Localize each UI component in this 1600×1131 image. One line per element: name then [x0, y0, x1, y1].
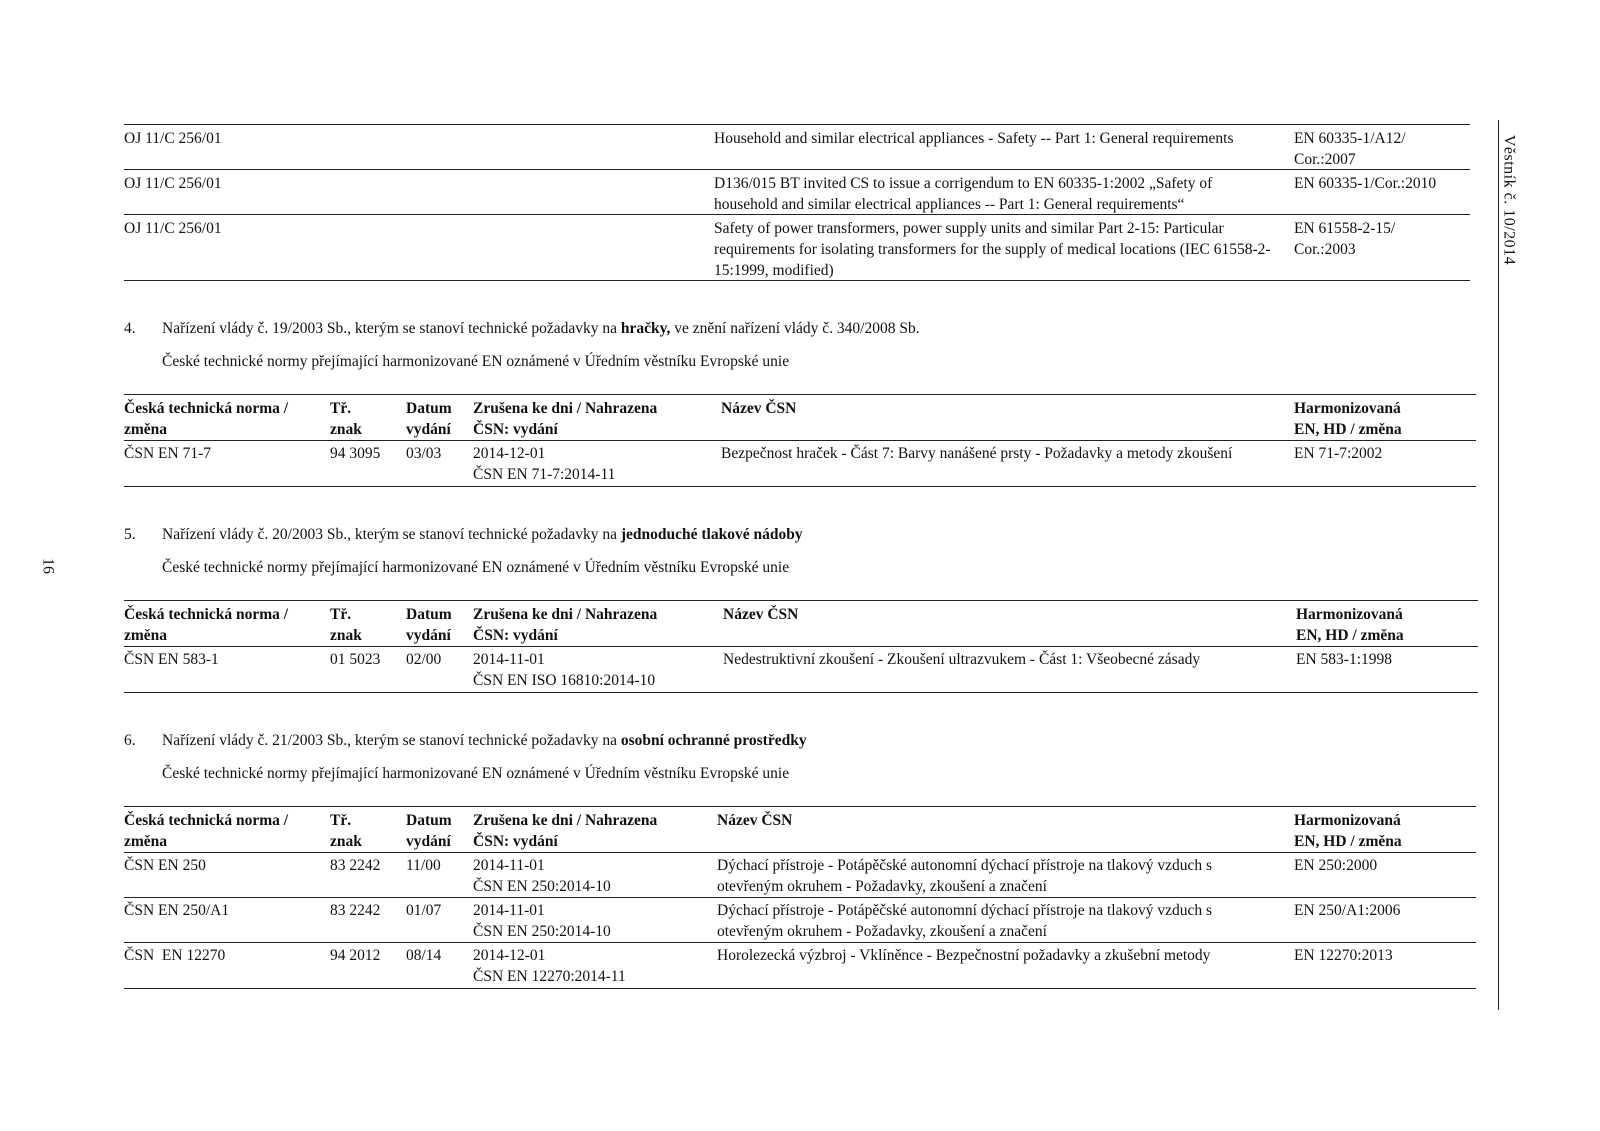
- s6-row-3-harm: EN 12270:2013: [1294, 947, 1393, 964]
- s5-row-1-norm: ČSN EN 583-1: [124, 651, 219, 668]
- s5-row-1-class: 01 5023: [330, 651, 381, 668]
- s6-row-3-norm: ČSN EN 12270: [124, 947, 226, 964]
- s6-row-3-class: 94 2012: [330, 947, 381, 964]
- col-header-name: Název ČSN: [723, 606, 799, 623]
- col-header-cancel: Zrušena ke dni / Nahrazena ČSN: vydání: [473, 400, 658, 438]
- col-header-class: Tř. znak: [330, 400, 362, 438]
- journal-title: Věstník č. 10/2014: [1500, 134, 1518, 266]
- col-header-harm: Harmonizovaná EN, HD / změna: [1294, 400, 1402, 438]
- s5-row-1-name: Nedestruktivní zkoušení - Zkoušení ultrazvukem - Část 1: Všeobecné zásady: [723, 651, 1201, 668]
- s4-row-1-date: 03/03: [406, 445, 442, 462]
- s6-row-1-norm: ČSN EN 250: [124, 857, 206, 874]
- section-5-heading: Nařízení vlády č. 20/2003 Sb., kterým se stanoví technické požadavky na jednoduché tlakové nádoby: [162, 526, 803, 543]
- section-5-subtitle: České technické normy přejímající harmonizované EN oznámené v Úředním věstníku Evropské unie: [162, 559, 790, 576]
- s6-row-1-date: 11/00: [406, 857, 441, 874]
- s5-row-1-cancel: 2014-11-01: [473, 651, 545, 668]
- section-5-number: 5.: [124, 526, 136, 543]
- section-4-heading: Nařízení vlády č. 19/2003 Sb., kterým se stanoví technické požadavky na hračky, ve znění nařízení vlády č. 340/2008 Sb.: [162, 320, 920, 337]
- col-header-norm: Česká technická norma / změna: [124, 606, 289, 644]
- top-row-3-std: EN 61558-2-15/ Cor.:2003: [1294, 220, 1396, 258]
- s4-row-1-name: Bezpečnost hraček - Část 7: Barvy nanášené prsty - Požadavky a metody zkoušení: [721, 445, 1233, 462]
- s6-row-3-cancel: 2014-12-01: [473, 947, 546, 964]
- s6-row-1-cancel: 2014-11-01: [473, 857, 545, 874]
- s6-row-3-date: 08/14: [406, 947, 442, 964]
- col-header-norm: Česká technická norma / změna: [124, 812, 289, 850]
- s6-row-2-replaced: ČSN EN 250:2014-10: [473, 923, 611, 940]
- s6-row-2-norm: ČSN EN 250/A1: [124, 902, 230, 919]
- col-header-norm: Česká technická norma / změna: [124, 400, 289, 438]
- margin-rule: [1498, 120, 1499, 1010]
- s6-row-1-class: 83 2242: [330, 857, 381, 874]
- col-header-date: Datum vydání: [406, 812, 452, 850]
- s6-row-2-name: Dýchací přístroje - Potápěčské autonomní dýchací přístroje na tlakový vzduch s otevřeným okruhem - Požadavky, zkoušení a značení: [717, 902, 1212, 940]
- s4-row-1-cancel: 2014-12-01: [473, 445, 546, 462]
- section-6-number: 6.: [124, 732, 136, 749]
- s6-row-2-date: 01/07: [406, 902, 442, 919]
- s4-row-1-replaced: ČSN EN 71-7:2014-11: [473, 466, 616, 483]
- s6-row-1-name: Dýchací přístroje - Potápěčské autonomní dýchací přístroje na tlakový vzduch s otevřeným okruhem - Požadavky, zkoušení a značení: [717, 857, 1212, 895]
- col-header-date: Datum vydání: [406, 606, 452, 644]
- s6-row-2-class: 83 2242: [330, 902, 381, 919]
- col-header-date: Datum vydání: [406, 400, 452, 438]
- s6-row-2-cancel: 2014-11-01: [473, 902, 545, 919]
- top-row-3-ref: OJ 11/C 256/01: [124, 220, 222, 237]
- top-row-2-title: D136/015 BT invited CS to issue a corrigendum to EN 60335-1:2002 „Safety of household and similar electrical appliances -- Part 1: General requirements“: [714, 175, 1213, 213]
- page-number: 16: [39, 558, 57, 574]
- col-header-cancel: Zrušena ke dni / Nahrazena ČSN: vydání: [473, 812, 658, 850]
- top-row-1-title: Household and similar electrical appliances - Safety -- Part 1: General requirements: [714, 130, 1234, 147]
- col-header-name: Název ČSN: [721, 400, 797, 417]
- s4-row-1-norm: ČSN EN 71-7: [124, 445, 211, 462]
- s6-row-3-replaced: ČSN EN 12270:2014-11: [473, 968, 626, 985]
- col-header-class: Tř. znak: [330, 812, 362, 850]
- s5-row-1-date: 02/00: [406, 651, 442, 668]
- s4-row-1-class: 94 3095: [330, 445, 381, 462]
- s5-row-1-replaced: ČSN EN ISO 16810:2014-10: [473, 672, 656, 689]
- s5-row-1-harm: EN 583-1:1998: [1296, 651, 1393, 668]
- s6-row-3-name: Horolezecká výzbroj - Vklíněnce - Bezpečnostní požadavky a zkušební metody: [717, 947, 1211, 964]
- top-row-1-ref: OJ 11/C 256/01: [124, 130, 222, 147]
- top-row-3-title: Safety of power transformers, power supply units and similar Part 2-15: Particular requirements for isolating transformers for the supply of medical locations (IEC 61558-2-15:1999, modified): [714, 220, 1271, 279]
- top-row-1-std: EN 60335-1/A12/ Cor.:2007: [1294, 130, 1406, 168]
- col-header-harm: Harmonizovaná EN, HD / změna: [1294, 812, 1402, 850]
- col-header-class: Tř. znak: [330, 606, 362, 644]
- s6-row-1-harm: EN 250:2000: [1294, 857, 1378, 874]
- col-header-cancel: Zrušena ke dni / Nahrazena ČSN: vydání: [473, 606, 658, 644]
- s4-row-1-harm: EN 71-7:2002: [1294, 445, 1383, 462]
- col-header-name: Název ČSN: [717, 812, 793, 829]
- s6-row-1-replaced: ČSN EN 250:2014-10: [473, 878, 611, 895]
- section-4-subtitle: České technické normy přejímající harmonizované EN oznámené v Úředním věstníku Evropské unie: [162, 353, 790, 370]
- section-6-heading: Nařízení vlády č. 21/2003 Sb., kterým se stanoví technické požadavky na osobní ochranné prostředky: [162, 732, 807, 749]
- col-header-harm: Harmonizovaná EN, HD / změna: [1296, 606, 1404, 644]
- section-6-subtitle: České technické normy přejímající harmonizované EN oznámené v Úředním věstníku Evropské unie: [162, 765, 790, 782]
- s6-row-2-harm: EN 250/A1:2006: [1294, 902, 1401, 919]
- top-row-2-std: EN 60335-1/Cor.:2010: [1294, 175, 1437, 192]
- top-row-2-ref: OJ 11/C 256/01: [124, 175, 222, 192]
- section-4-number: 4.: [124, 320, 136, 337]
